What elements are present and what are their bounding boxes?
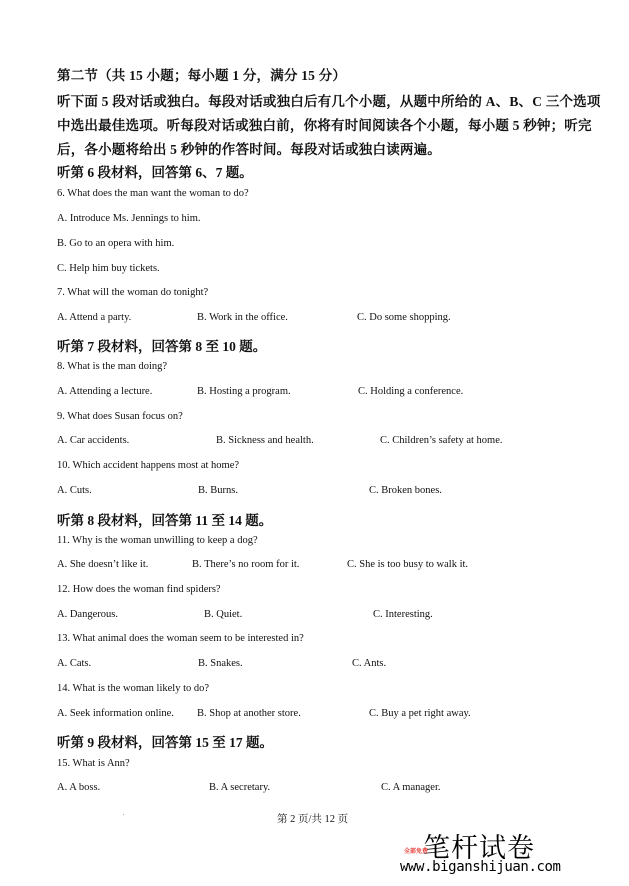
page-number: 第 2 页/共 12 页: [277, 814, 349, 825]
question-15-stem: 15. What is Ann?: [57, 758, 130, 769]
question-12-stem: 12. How does the woman find spiders?: [57, 584, 221, 595]
question-15-option-a: A. A boss.: [57, 782, 101, 793]
question-11-option-b: B. There’s no room for it.: [192, 559, 300, 570]
question-9-stem: 9. What does Susan focus on?: [57, 411, 183, 422]
question-8-option-b: B. Hosting a program.: [197, 386, 291, 397]
question-7-stem: 7. What will the woman do tonight?: [57, 287, 209, 298]
question-9-option-a: A. Car accidents.: [57, 435, 130, 446]
question-12-option-b: B. Quiet.: [204, 609, 243, 620]
question-10-option-c: C. Broken bones.: [369, 485, 442, 496]
question-14-option-a: A. Seek information online.: [57, 708, 174, 719]
question-14-option-b: B. Shop at another store.: [197, 708, 301, 719]
question-6-option-c: C. Help him buy tickets.: [57, 263, 160, 274]
question-7-option-c: C. Do some shopping.: [357, 312, 451, 323]
watermark-title: 笔杆试卷: [423, 833, 535, 864]
group-heading-15-17: 听第 9 段材料，回答第 15 至 17 题。: [57, 735, 273, 750]
question-9-option-c: C. Children’s safety at home.: [380, 435, 503, 446]
watermark-url: www.biganshijuan.com: [400, 859, 561, 875]
question-13-option-a: A. Cats.: [57, 658, 92, 669]
instructions-line-3: 后，各小题将给出 5 秒钟的作答时间。每段对话或独白读两遍。: [57, 142, 441, 157]
section-title: 第二节（共 15 小题；每小题 1 分，满分 15 分）: [57, 68, 347, 83]
question-13-stem: 13. What animal does the woman seem to be interested in?: [57, 633, 304, 644]
question-9-option-b: B. Sickness and health.: [216, 435, 314, 446]
question-8-option-c: C. Holding a conference.: [358, 386, 464, 397]
question-14-option-c: C. Buy a pet right away.: [369, 708, 471, 719]
question-10-stem: 10. Which accident happens most at home?: [57, 460, 240, 471]
group-heading-8-10: 听第 7 段材料，回答第 8 至 10 题。: [57, 339, 267, 354]
question-8-option-a: A. Attending a lecture.: [57, 386, 153, 397]
question-15-option-b: B. A secretary.: [209, 782, 271, 793]
question-11-stem: 11. Why is the woman unwilling to keep a dog?: [57, 535, 258, 546]
question-11-option-c: C. She is too busy to walk it.: [347, 559, 469, 570]
question-6-stem: 6. What does the man want the woman to do?: [57, 188, 249, 199]
question-10-option-b: B. Burns.: [198, 485, 238, 496]
question-6-option-a: A. Introduce Ms. Jennings to him.: [57, 213, 201, 224]
question-14-stem: 14. What is the woman likely to do?: [57, 683, 210, 694]
question-11-option-a: A. She doesn’t like it.: [57, 559, 149, 570]
question-8-stem: 8. What is the man doing?: [57, 361, 168, 372]
instructions-line-1: 听下面 5 段对话或独白。每段对话或独白后有几个小题，从题中所给的 A、B、C 三个选项: [57, 94, 601, 109]
question-12-option-a: A. Dangerous.: [57, 609, 118, 620]
group-heading-11-14: 听第 8 段材料，回答第 11 至 14 题。: [57, 513, 273, 528]
question-7-option-a: A. Attend a party.: [57, 312, 132, 323]
scan-artifact-dot: [123, 814, 124, 815]
question-10-option-a: A. Cuts.: [57, 485, 92, 496]
question-7-option-b: B. Work in the office.: [197, 312, 288, 323]
instructions-line-2: 中选出最佳选项。听每段对话或独白前，你将有时间阅读各个小题，每小题 5 秒钟；听完: [57, 118, 592, 133]
question-12-option-c: C. Interesting.: [373, 609, 433, 620]
watermark-logo: [398, 826, 561, 882]
question-13-option-c: C. Ants.: [352, 658, 387, 669]
question-13-option-b: B. Snakes.: [198, 658, 243, 669]
watermark-badge: 全部免费: [404, 848, 429, 855]
question-6-option-b: B. Go to an opera with him.: [57, 238, 175, 249]
group-heading-6-7: 听第 6 段材料，回答第 6、7 题。: [57, 165, 253, 180]
question-15-option-c: C. A manager.: [381, 782, 441, 793]
